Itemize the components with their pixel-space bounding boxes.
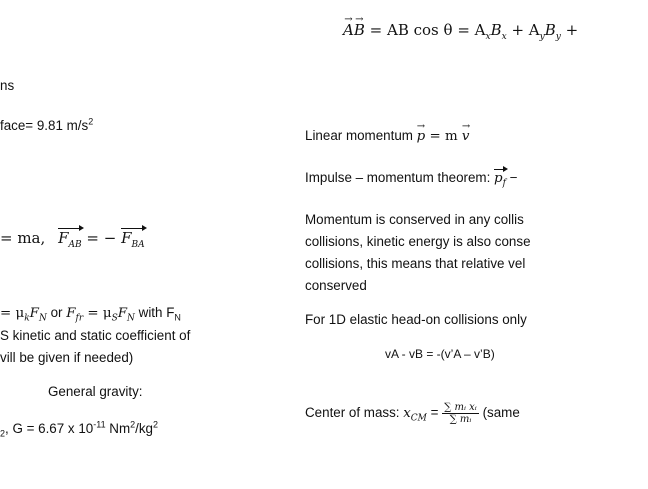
elastic-collision-label: For 1D elastic head-on collisions only	[305, 312, 527, 327]
impulse-momentum-line: Impulse – momentum theorem: $p_f$ −	[305, 170, 518, 189]
com-fraction: $\frac{\text{∑ mᵢ xᵢ}}{\text{∑ mᵢ}}$	[444, 402, 477, 425]
friction-line-3: vill be given if needed)	[0, 350, 134, 365]
vector-a: → A	[343, 22, 354, 38]
velocity-v: → v	[462, 129, 470, 145]
vector-f-ba: $F_{BA}$	[121, 229, 145, 250]
gravitational-constant-line: $_2$, G = 6.67 x $10^{-11}$ $Nm^2/kg^2$	[0, 419, 159, 439]
conservation-line-4: conserved	[305, 278, 367, 293]
friction-line-2: S kinetic and static coefficient of	[0, 328, 191, 343]
momentum-p: → p	[417, 129, 426, 145]
conservation-line-2: collisions, kinetic energy is also conse	[305, 234, 531, 249]
gravity-text: face= 9.81 m/s	[0, 118, 89, 133]
elastic-velocity-equation: vA - vB = -(v’A – v’B)	[385, 347, 495, 361]
linear-momentum-line: Linear momentum → p = m → v	[305, 128, 469, 145]
friction-equation-line: = $\mu_kF_N$ or $F_{fr} = \mu_SF_N$ with $F_N$	[0, 305, 181, 324]
vector-p-f: $p_f$	[494, 171, 506, 189]
vector-b: → B	[354, 22, 365, 38]
vector-f-ab: $F_{AB}$	[58, 229, 82, 250]
general-gravity-heading: General gravity:	[48, 384, 143, 399]
gravity-exponent: 2	[88, 116, 94, 127]
conservation-line-1: Momentum is conserved in any collis	[305, 212, 524, 227]
cropped-text-ns: ns	[0, 78, 15, 93]
newton-laws-equation	[0, 228, 145, 250]
conservation-line-3: collisions, this means that relative vel	[305, 256, 526, 271]
newton-eq: = ma,	[0, 229, 46, 247]
center-of-mass-line: Center of mass: $x_{CM}$ = $\frac{\text{∑ mᵢ xᵢ}}{\text{∑ mᵢ}}$ (same	[305, 402, 520, 425]
dot-product-equation: → A→ B = AB $\cos \theta = A_xB_x + A_yB_y$ +	[343, 22, 578, 38]
gravity-acceleration-line	[0, 118, 93, 134]
com-x: $x_{CM}$	[403, 406, 427, 424]
newton-eq2: = −	[86, 229, 117, 247]
